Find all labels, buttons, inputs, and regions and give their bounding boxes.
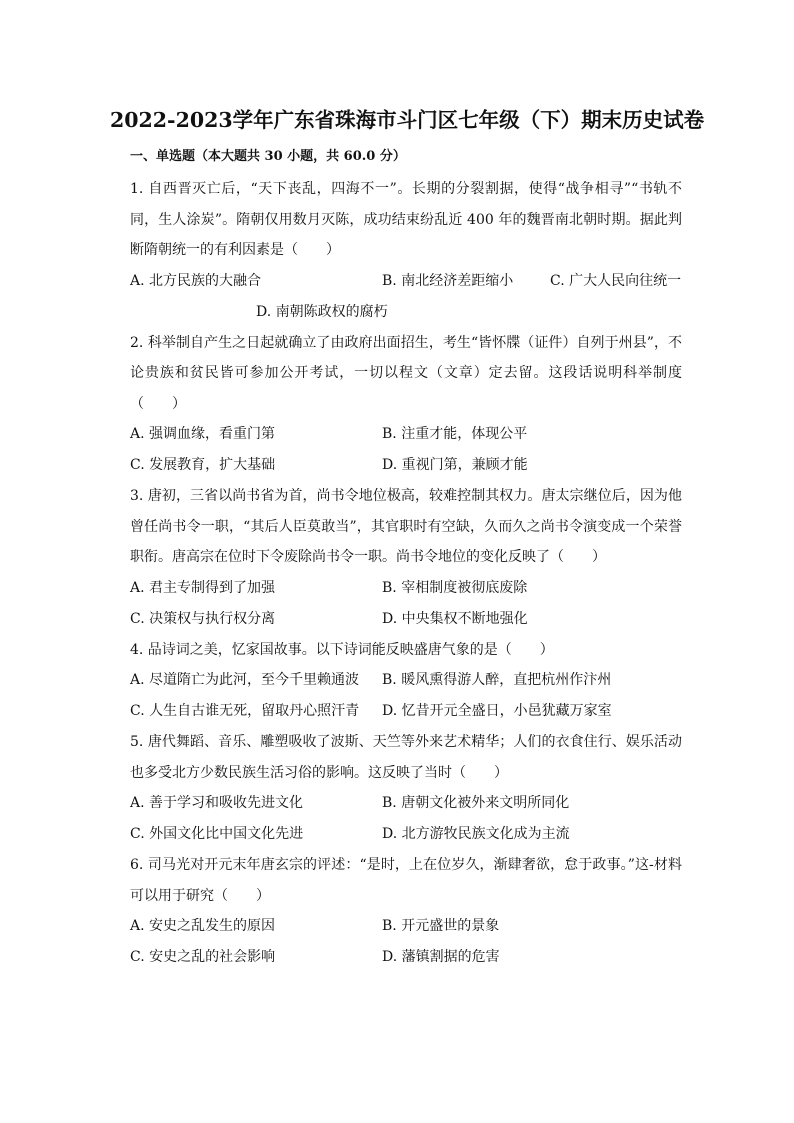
options-group [130,419,682,481]
options-group [130,788,682,850]
question-5 [130,727,682,850]
option-b: B. 注重才能，体现公平 [382,426,528,442]
question-stem: 6. 司马光对开元末年唐玄宗的评述：“是时，上在位岁久，渐肆奢欲，怠于政事。”这-材料可以用于研究（ ） [130,857,682,904]
option-a: A. 善于学习和吸收先进文化 [130,795,304,811]
option-d: D. 北方游牧民族文化成为主流 [382,826,570,842]
option-c: C. 决策权与执行权分离 [130,610,276,627]
question-stem: 1. 自西晋灭亡后，“天下丧乱，四海不一”。长期的分裂割据，使得“战争相寻”“书轨不同，生人涂炭”。隋朝仅用数月灭陈，成功结束纷乱近 400 年的魏晋南北朝时期。据此判断隋朝统一的有利因素是（ ） [130,181,682,258]
options-group [130,911,682,973]
option-d: D. 藩镇割据的危害 [382,949,500,965]
option-a: A. 君主专制得到了加强 [130,579,276,596]
question-3 [130,481,682,635]
section-heading: 一、单选题（本大题共 30 小题，共 60.0 分） [130,149,406,164]
option-a: A. 北方民族的大融合 [130,272,262,289]
option-c: C. 安史之乱的社会影响 [130,949,276,965]
option-b: B. 唐朝文化被外来文明所同化 [382,795,570,811]
options-group [130,266,682,328]
question-6 [130,850,682,973]
option-d: D. 中央集权不断地强化 [382,610,528,627]
question-4 [130,635,682,728]
option-b: B. 开元盛世的景象 [382,918,500,934]
option-a: A. 安史之乱发生的原因 [130,918,276,934]
option-d: D. 重视门第，兼顾才能 [382,457,528,473]
option-a: A. 强调血缘，看重门第 [130,426,276,442]
option-d: D. 忆昔开元全盛日，小邑犹藏万家室 [382,703,612,719]
question-stem: 4. 品诗词之美，忆家国故事。以下诗词能反映盛唐气象的是（ ） [130,641,554,658]
option-c: C. 人生自古谁无死，留取丹心照汗青 [130,703,360,719]
option-b: B. 宰相制度被彻底废除 [382,579,528,596]
option-a: A. 尽道隋亡为此河，至今千里赖通波 [130,672,360,688]
option-b: B. 南北经济差距缩小 [382,272,514,289]
option-c: C. 外国文化比中国文化先进 [130,826,304,842]
option-b: B. 暖风熏得游人醉，直把杭州作汴州 [382,672,612,688]
options-group [130,665,682,727]
question-list [130,174,682,973]
question-2 [130,328,682,482]
question-stem: 3. 唐初，三省以尚书省为首，尚书令地位极高，较难控制其权力。唐太宗继位后，因为他曾任尚书令一职，“其后人臣莫敢当”，其官职时有空缺，久而久之尚书令演变成一个荣誉职衔。唐高宗在位时下令废除尚书令一职。尚书令地位的变化反映了（ ） [130,488,682,565]
option-c: C. 广大人民向往统一 [550,272,682,289]
option-c: C. 发展教育，扩大基础 [130,457,276,473]
option-d: D. 南朝陈政权的腐朽 [256,303,388,320]
question-1 [130,174,682,328]
question-stem: 5. 唐代舞蹈、音乐、雕塑吸收了波斯、天竺等外来艺术精华；人们的衣食住行、娱乐活动也多受北方少数民族生活习俗的影响。这反映了当时（ ） [130,734,682,781]
page-title: 2022-2023学年广东省珠海市斗门区七年级（下）期末历史试卷 [110,108,705,132]
question-stem: 2. 科举制自产生之日起就确立了由政府出面招生，考生“皆怀牒（证件）自列于州县”，不论贵族和贫民皆可参加公开考试，一切以程文（文章）定去留。这段话说明科举制度（ ） [130,334,682,412]
options-group [130,573,682,635]
